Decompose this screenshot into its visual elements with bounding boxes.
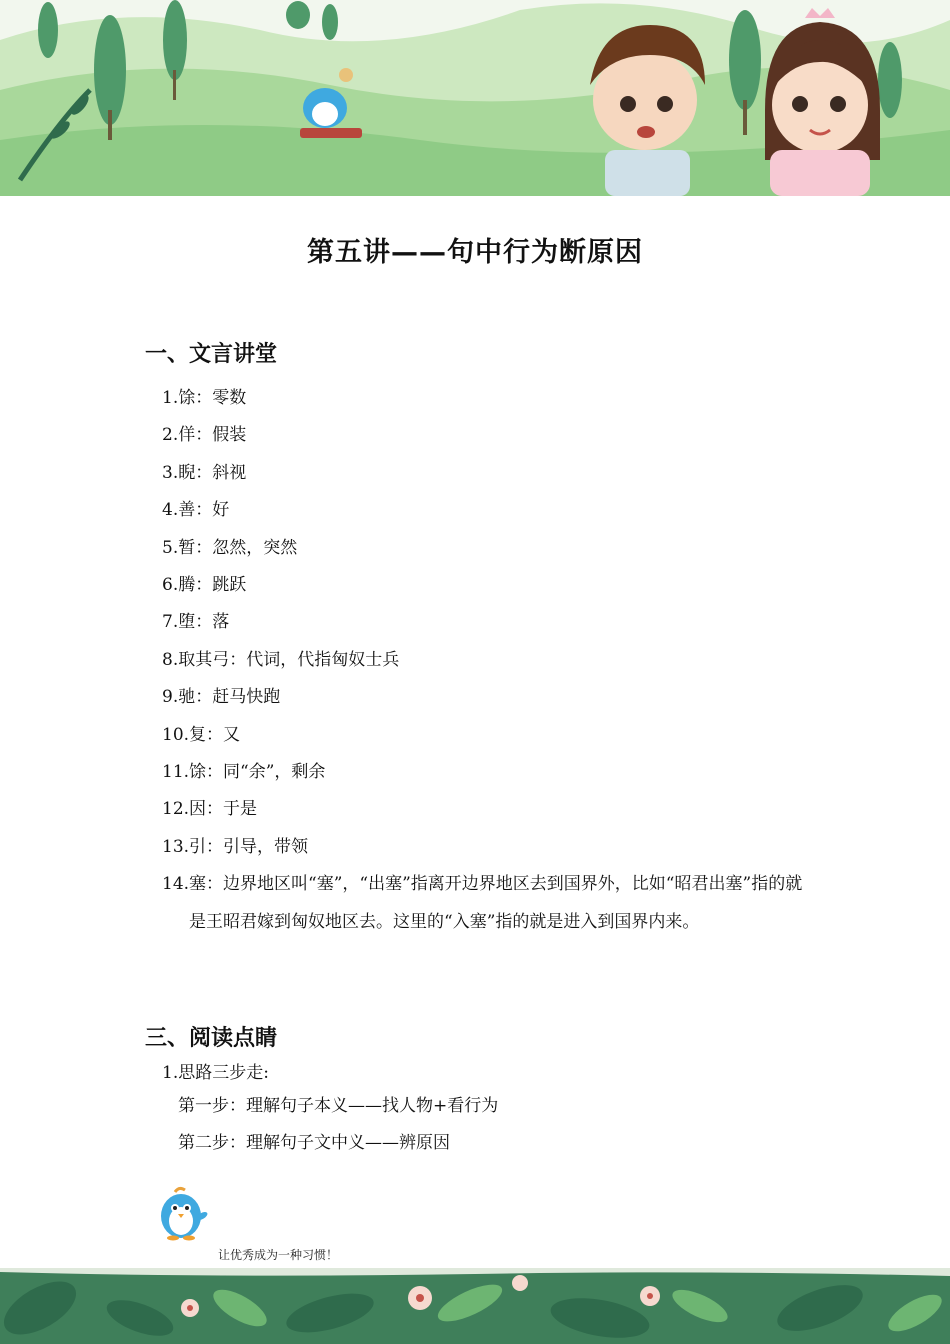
item-text: 馀：零数 bbox=[178, 388, 247, 408]
item-text: 善：好 bbox=[178, 500, 230, 521]
list-item bbox=[162, 717, 812, 754]
item-text: 堕：落 bbox=[178, 612, 230, 633]
footer-foliage-illustration bbox=[0, 1268, 950, 1344]
list-item bbox=[162, 754, 812, 791]
item-number: 1. bbox=[162, 388, 179, 408]
list-item bbox=[162, 567, 812, 604]
item-number: 5. bbox=[162, 537, 179, 558]
item-number: 10. bbox=[162, 724, 190, 745]
item-number: 7. bbox=[162, 612, 179, 633]
step-one: 第一步：理解句子本义——找人物+看行为 bbox=[178, 1096, 499, 1116]
list-item bbox=[162, 866, 812, 941]
list-item bbox=[162, 604, 812, 641]
list-item bbox=[162, 530, 812, 567]
item-text: 因：于是 bbox=[189, 799, 258, 820]
item-text: 塞：边界地区叫“塞”，“出塞”指离开边界地区去到国界外，比如“昭君出塞”指的就是王昭君嫁到匈奴地区去。这里的“入塞”指的就是进入到国界内来。 bbox=[189, 874, 803, 932]
item-number: 6. bbox=[162, 575, 179, 596]
list-item bbox=[162, 791, 812, 828]
list-item bbox=[162, 492, 812, 529]
footer-slogan: 让优秀成为一种习惯！ bbox=[218, 1248, 339, 1262]
item-number: 14. bbox=[162, 874, 190, 895]
list-item bbox=[162, 829, 812, 866]
item-text: 馀：同“余”，剩余 bbox=[189, 762, 326, 783]
item-number: 9. bbox=[162, 687, 179, 708]
item-text: 驰：赶马快跑 bbox=[178, 687, 281, 708]
vocabulary-list bbox=[162, 380, 812, 941]
item-number: 8. bbox=[162, 649, 179, 670]
item-number: 13. bbox=[162, 836, 190, 857]
section-heading-reading-tips: 三、阅读点睛 bbox=[145, 1026, 278, 1051]
item-number: 2. bbox=[162, 425, 179, 446]
item-number: 12. bbox=[162, 799, 190, 820]
item-text: 佯：假装 bbox=[178, 425, 247, 446]
section-heading-classical-chinese: 一、文言讲堂 bbox=[145, 342, 278, 367]
reading-tips-block bbox=[162, 1058, 812, 1162]
list-item bbox=[162, 642, 812, 679]
item-text: 睨：斜视 bbox=[178, 462, 247, 483]
item-number: 11. bbox=[162, 762, 190, 783]
item-text: 复：又 bbox=[189, 724, 241, 745]
item-text: 腾：跳跃 bbox=[178, 575, 247, 596]
item-number: 4. bbox=[162, 500, 179, 521]
item-text: 暂：忽然，突然 bbox=[178, 537, 298, 558]
penguin-mascot-icon bbox=[155, 1186, 209, 1242]
list-item bbox=[162, 417, 812, 454]
list-item bbox=[162, 380, 812, 417]
header-illustration bbox=[0, 0, 950, 196]
list-item bbox=[162, 455, 812, 492]
list-item bbox=[162, 679, 812, 716]
item-text: 引：引导，带领 bbox=[189, 836, 309, 857]
item-number: 3. bbox=[162, 462, 179, 483]
tips-title: 1.思路三步走: bbox=[162, 1063, 269, 1083]
step-two: 第二步：理解句子文中义——辨原因 bbox=[178, 1133, 450, 1153]
boy-character-icon bbox=[590, 25, 705, 196]
document-title: 第五讲——句中行为断原因 bbox=[307, 237, 643, 268]
item-text: 取其弓：代词，代指匈奴士兵 bbox=[178, 649, 400, 670]
